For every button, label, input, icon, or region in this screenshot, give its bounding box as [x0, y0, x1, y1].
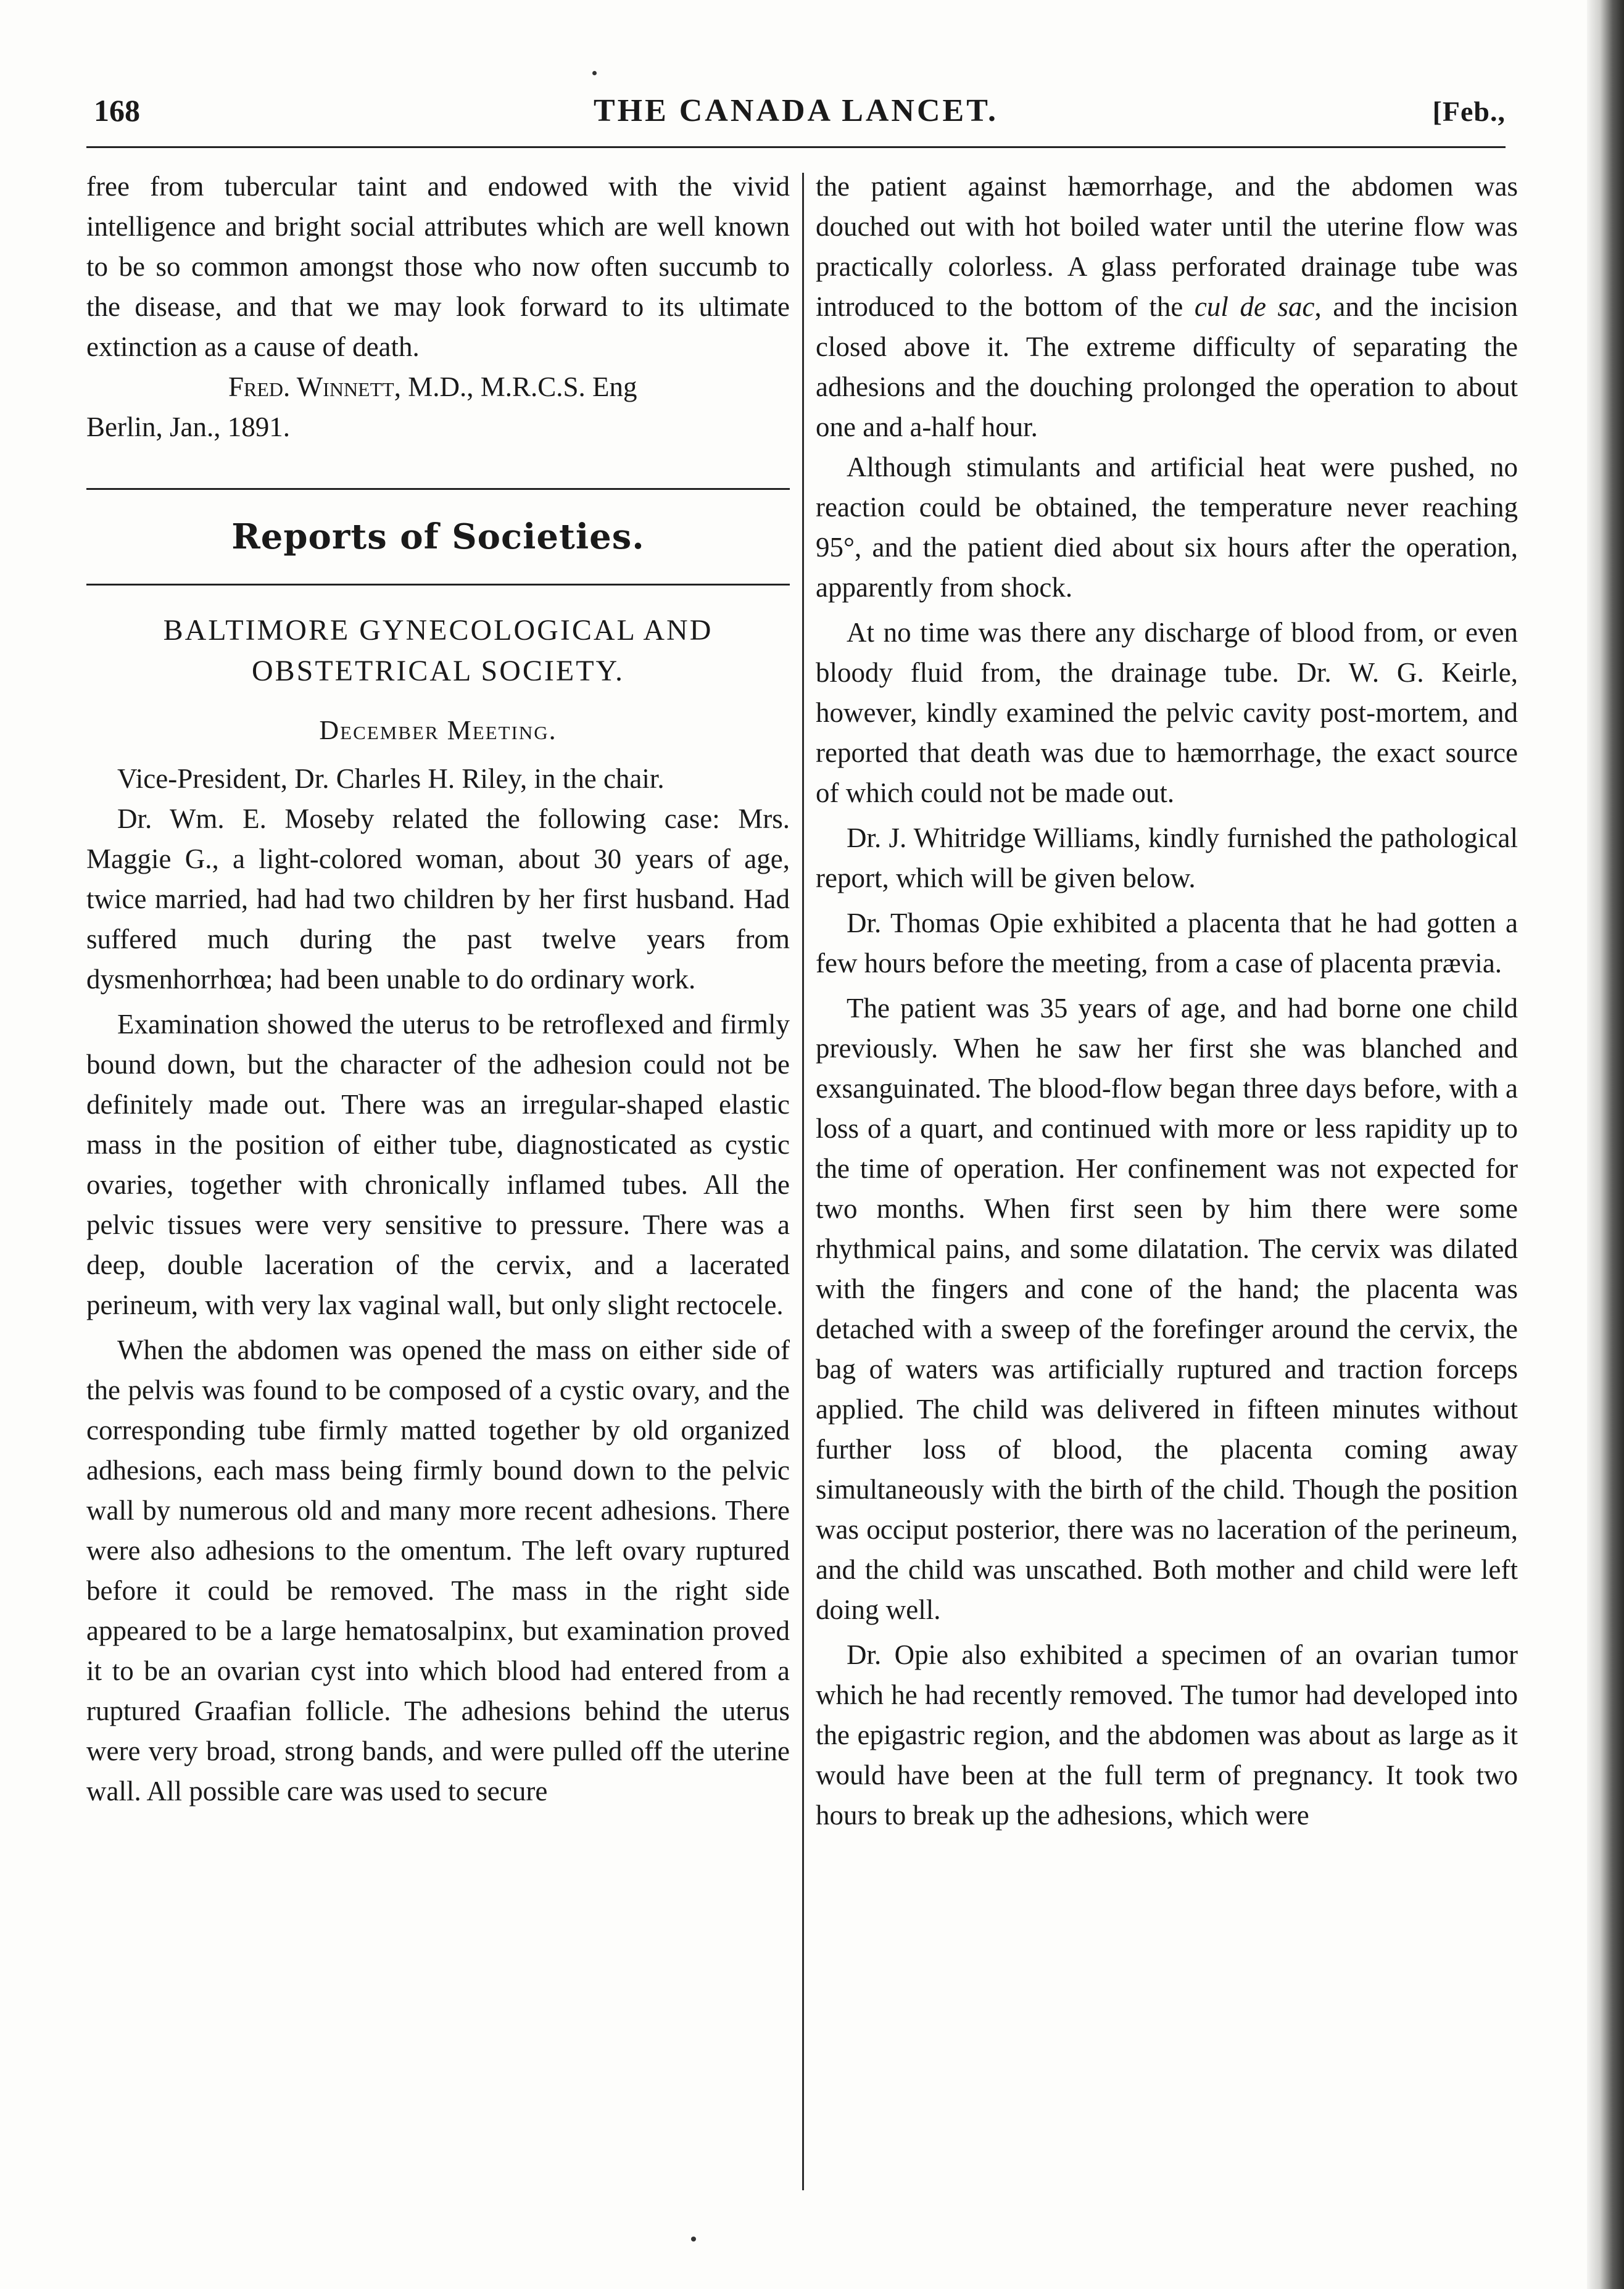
- column-divider: [802, 173, 804, 2190]
- intro-paragraph: free from tubercular taint and endowed with the vivid intelligence and bright social attributes which are well known to be so common amongst those who now often succumb to the disease, and that we may look forward to its ultimate extinction as a cause of death.: [86, 171, 790, 362]
- right-column: [816, 167, 1518, 1836]
- signature-credentials: M.D., M.R.C.S. Eng: [400, 371, 637, 402]
- page-number: 168: [94, 93, 140, 128]
- paragraph-examination: Examination showed the uterus to be retroflexed and firmly bound down, but the character of the adhesion could not be definitely made out. There was an irregular-shaped elastic mass in the position of either tube, diagnosticated as cystic ovaries, together with chronically inflamed tubes. All the pelvic tissues were very sensitive to pressure. There was a deep, double laceration of the cervix, and a lacerated perineum, with very lax vaginal wall, but only slight rectocele.: [86, 1009, 790, 1320]
- running-header: [86, 93, 1506, 148]
- paragraph-abdomen: When the abdomen was opened the mass on either side of the pelvis was found to be composed of a cystic ovary, and the corresponding tube firmly matted together by old organized adhesions, each mass being firmly bound down to the pelvic wall by numerous old and many more recent adhesions. There were also adhesions to the omentum. The left ovary ruptured before it could be removed. The mass in the right side appeared to be a large hematosalpinx, but examination proved it to be an ovarian cyst into which blood had entered from a ruptured Graafian follicle. The adhesions behind the uterus were very broad, strong bands, and were pulled off the uterine wall. All possible care was used to secure: [86, 1335, 790, 1807]
- paragraph-case: Dr. Wm. E. Moseby related the following case: Mrs. Maggie G., a light-colored woman, about 30 years of age, twice married, had had two children by her first husband. Had suffered much during the past twelve years from dysmenhorrhœa; had been unable to do ordinary work.: [86, 803, 790, 995]
- signature: [86, 367, 790, 407]
- paragraph-continued: [816, 167, 1518, 447]
- ink-speck: [592, 71, 597, 75]
- paragraph-patient: The patient was 35 years of age, and had borne one child previously. When he saw her first she was blanched and exsanguinated. The blood-flow began three days before, with a loss of a quart, and continued with more or less rapidity up to the time of operation. Her confinement was not expected for two months. When first seen by him there were some rhythmical pains, and some dilatation. The cervix was dilated with the fingers and cone of the hand; the placenta was detached with a sweep of the forefinger around the cervix, the bag of waters was artificially ruptured and traction forceps applied. The child was delivered in fifteen minutes without further loss of blood, the placenta coming away simultaneously with the birth of the child. Though the position was occiput posterior, there was no laceration of the perineum, and the child was unscathed. Both mother and child were left doing well.: [816, 993, 1518, 1625]
- paragraph-discharge: At no time was there any discharge of blood from, or even bloody fluid from, the drainage tube. Dr. W. G. Keirle, however, kindly examined the pelvic cavity post-mortem, and reported that death was due to hæmorrhage, the exact source of which could not be made out.: [816, 617, 1518, 808]
- meeting-heading: December Meeting.: [319, 715, 557, 745]
- section-rule-bottom: [86, 584, 790, 586]
- paragraph-placenta: Dr. Thomas Opie exhibited a placenta that he had gotten a few hours before the meeting, from a case of placenta prævia.: [816, 908, 1518, 979]
- ink-speck-bottom: [691, 2237, 696, 2241]
- paragraph-stimulants: Although stimulants and artificial heat were pushed, no reaction could be obtained, the temperature never reaching 95°, and the patient died about six hours after the operation, apparently from shock.: [816, 452, 1518, 603]
- signature-name: Fred. Winnett,: [228, 371, 401, 402]
- section-rule-top: [86, 488, 790, 490]
- paragraph-williams: Dr. J. Whitridge Williams, kindly furnished the pathological report, which will be given below.: [816, 822, 1518, 893]
- dateline: Berlin, Jan., 1891.: [86, 412, 290, 442]
- journal-title: THE CANADA LANCET.: [593, 93, 999, 128]
- continued-text-a: the patient against hæmorrhage, and the abdomen was douched out with hot boiled water until the uterine flow was practically colorless. A glass perforated drainage tube was introduced to the bottom of the: [816, 171, 1518, 322]
- society-title: BALTIMORE GYNECOLOGICAL AND OBSTETRICAL SOCIETY.: [163, 614, 713, 687]
- left-column: [86, 167, 790, 1811]
- header-rule: [86, 146, 1506, 148]
- binding-edge: [1587, 0, 1624, 2289]
- continued-text-b: , and the incision closed above it. The extreme difficulty of separating the adhesions and the douching prolonged the operation to about one and a-half hour.: [816, 291, 1518, 442]
- continued-italic: cul de sac: [1194, 291, 1315, 322]
- issue-month: [Feb.,: [1432, 96, 1506, 127]
- paragraph-ovarian: Dr. Opie also exhibited a specimen of an ovarian tumor which he had recently removed. The tumor had developed into the epigastric region, and the abdomen was about as large as it would have been at the full term of pregnancy. It took two hours to break up the adhesions, which were: [816, 1639, 1518, 1831]
- section-heading: Reports of Societies.: [231, 516, 645, 557]
- paragraph-chair: Vice-President, Dr. Charles H. Riley, in the chair.: [117, 763, 665, 794]
